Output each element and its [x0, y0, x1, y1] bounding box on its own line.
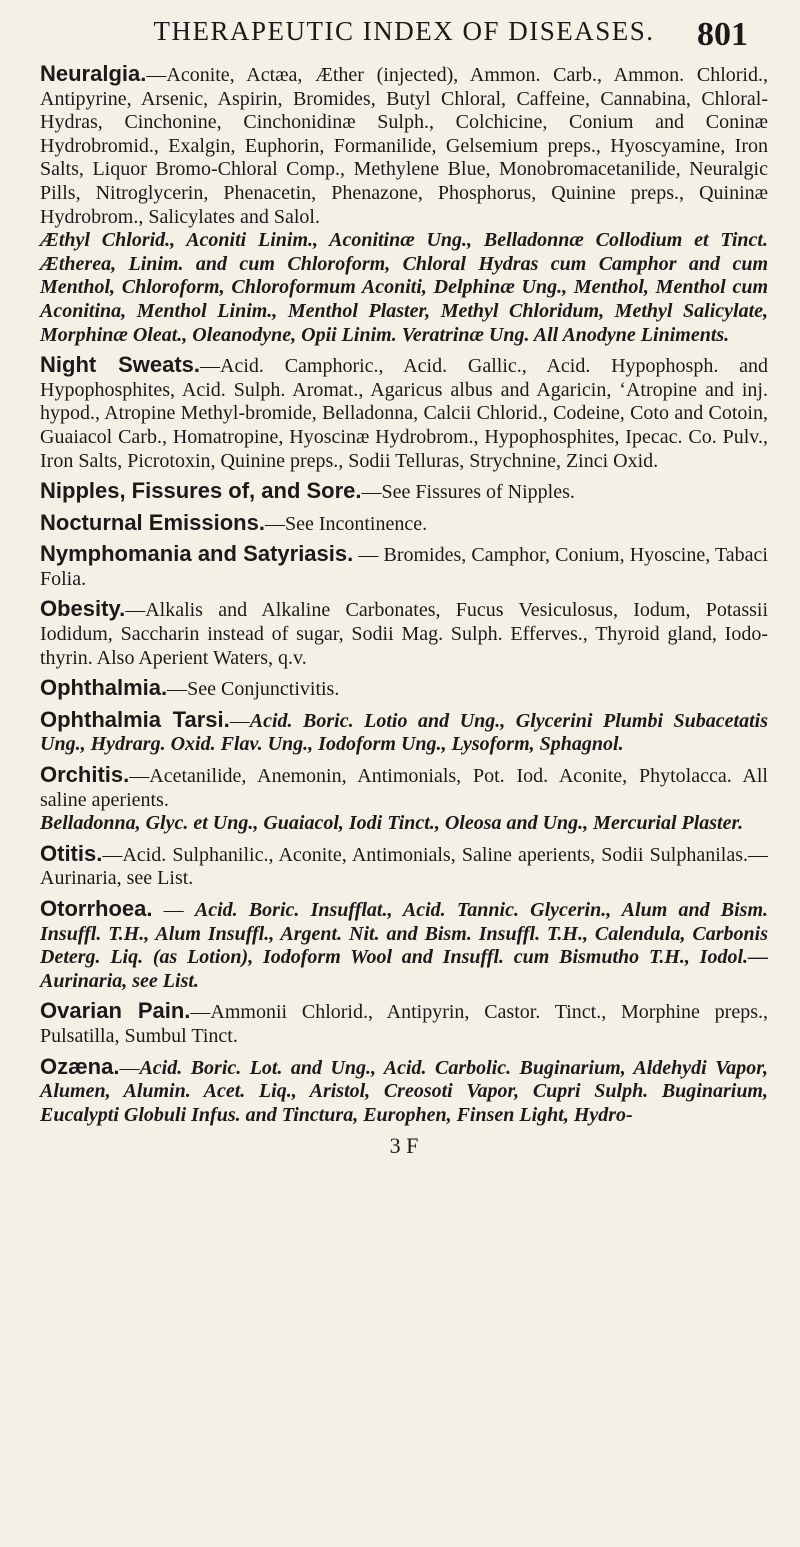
- entry-text: —Acid. Camphoric., Acid. Gallic., Acid. Hypophosph. and Hypophosphites, Acid. Sulph. Aromat., Agaricus albus and Agaricin, ‘Atropine and inj. hypod., Atropine Methyl-bromide, Belladonna, Calcii Chlorid., Codeine, Coto and Cotoin, Guaiacol Carb., Homatropine, Hyoscinæ Hydrobrom., Hypophosphites, Ipecac. Co. Pulv., Iron Salts, Picrotoxin, Quinine preps., Sodii Telluras, Strychnine, Zinci Oxid.: [40, 355, 768, 472]
- entry-heading: Night Sweats.: [40, 352, 201, 378]
- entry-heading: Otorrhoea.: [40, 896, 153, 921]
- entry-text: —Alkalis and Alkaline Carbonates, Fucus Vesiculosus, Iodum, Potassii Iodidum, Saccharin instead of sugar, Sodii Mag. Sulph. Efferves., Thyroid gland, Iodo-thyrin. Also Aperient Waters, q.v.: [40, 599, 768, 669]
- entry-text: —Ammonii Chlorid., Antipyrin, Castor. Tinct., Morphine preps., Pulsatilla, Sumbul Tinct.: [40, 1001, 768, 1047]
- index-entry: [40, 897, 768, 993]
- running-head: THERAPEUTIC INDEX OF DISEASES.: [153, 16, 655, 46]
- entry-text: —Acid. Sulphanilic., Aconite, Antimonials, Saline aperients, Sodii Sulphanilas.—Aurinaria, see List.: [40, 843, 768, 890]
- entry-topical-remedies: Belladonna, Glyc. et Ung., Guaiacol, Iodi Tinct., Oleosa and Ung., Mercurial Plaster.: [40, 812, 744, 835]
- index-entry: [40, 62, 768, 347]
- entry-heading: Nymphomania and Satyriasis.: [40, 541, 354, 567]
- signature-mark: 3 F: [389, 1133, 419, 1159]
- page-number: 801: [697, 16, 748, 53]
- entry-topical-remedies: Acid. Boric. Lot. and Ung., Acid. Carbolic. Buginarium, Aldehydi Vapor, Alumen, Alumin. Acet. Liq., Aristol, Creosoti Vapor, Cupri Sulph. Buginarium, Eucalypti Globuli Infus. and Tinctura, Europhen, Finsen Light, Hydro-: [40, 1056, 768, 1126]
- entry-text: —: [229, 709, 250, 732]
- index-entry: [40, 1055, 768, 1128]
- index-entry: [40, 999, 768, 1048]
- page-header: [40, 10, 768, 56]
- index-entry: [40, 511, 768, 537]
- index-entry: [40, 842, 768, 891]
- entry-topical-remedies: Acid. Boric. Insufflat., Acid. Tannic. Glycerin., Alum and Bism. Insuffl. T.H., Alum Insuffl., Argent. Nit. and Bism. Insuffl. T.H., Calendula, Carbonis Deterg. Liq. (as Lotion), Iodoform Wool and Insuffl. cum Bismutho T.H., Iodol.—Aurinaria, see List.: [40, 899, 769, 992]
- entry-text: —See Conjunctivitis.: [167, 678, 340, 701]
- entry-topical-remedies: Æthyl Chlorid., Aconiti Linim., Aconitinæ Ung., Belladonnæ Collodium et Tinct. Ætherea, Linim. and cum Chloroform, Chloral Hydras cum Camphor and cum Menthol, Chloroform, Chloroformum Aconiti, Delphinæ Ung., Menthol, Menthol cum Aconitina, Menthol Linim., Menthol Plaster, Methyl Chloridum, Methyl Salicylate, Morphinæ Oleat., Oleanodyne, Opii Linim. Veratrinæ Ung. All Anodyne Liniments.: [40, 229, 768, 346]
- index-entry: [40, 597, 768, 670]
- index-entry: [40, 708, 768, 757]
- entry-text: — Bromides, Camphor, Conium, Hyoscine, Tabaci Folia.: [40, 544, 768, 590]
- entry-text: —: [152, 899, 195, 921]
- entry-heading: Nocturnal Emissions.: [40, 509, 265, 535]
- entry-text: —: [119, 1056, 140, 1079]
- index-entries: [40, 62, 768, 1127]
- entry-heading: Nipples, Fissures of, and Sore.: [40, 478, 362, 504]
- entry-text: —Aconite, Actæa, Æther (injected), Ammon. Carb., Ammon. Chlorid., Antipyrine, Arsenic, Aspirin, Bromides, Butyl Chloral, Caffeine, Cannabina, Chloral-Hydras, Cinchonine, Cinchonidinæ Sulph., Colchicine, Conium and Coninæ Hydrobromid., Exalgin, Euphorin, Formanilide, Gelsemium preps., Hyoscyamine, Iron Salts, Liquor Bromo-Chloral Comp., Methylene Blue, Monobromacetanilide, Neuralgic Pills, Nitroglycerin, Phenacetin, Phenazone, Phosphorus, Quinine preps., Quininæ Hydrobrom., Salicylates and Salol.: [40, 64, 768, 228]
- index-entry: [40, 542, 768, 591]
- entry-heading: Ophthalmia Tarsi.: [40, 706, 230, 732]
- index-entry: [40, 676, 768, 702]
- entry-heading: Orchitis.: [40, 762, 130, 788]
- index-entry: [40, 353, 768, 473]
- entry-topical-remedies: Acid. Boric. Lotio and Ung., Glycerini Plumbi Subacetatis Ung., Hydrarg. Oxid. Flav. Ung., Iodoform Ung., Lysoform, Sphagnol.: [40, 709, 768, 756]
- entry-text: —See Incontinence.: [264, 512, 428, 535]
- entry-text: —Acetanilide, Anemonin, Antimonials, Pot. Iod. Aconite, Phytolacca. All saline aperients.: [40, 765, 768, 811]
- index-entry: [40, 763, 768, 836]
- entry-heading: Ozæna.: [40, 1053, 120, 1079]
- entry-heading: Ophthalmia.: [40, 675, 168, 701]
- entry-heading: Otitis.: [40, 840, 103, 866]
- entry-text: —See Fissures of Nipples.: [361, 481, 575, 504]
- index-entry: [40, 479, 768, 505]
- entry-heading: Obesity.: [40, 596, 126, 622]
- entry-heading: Neuralgia.: [40, 61, 147, 86]
- entry-heading: Ovarian Pain.: [40, 998, 191, 1024]
